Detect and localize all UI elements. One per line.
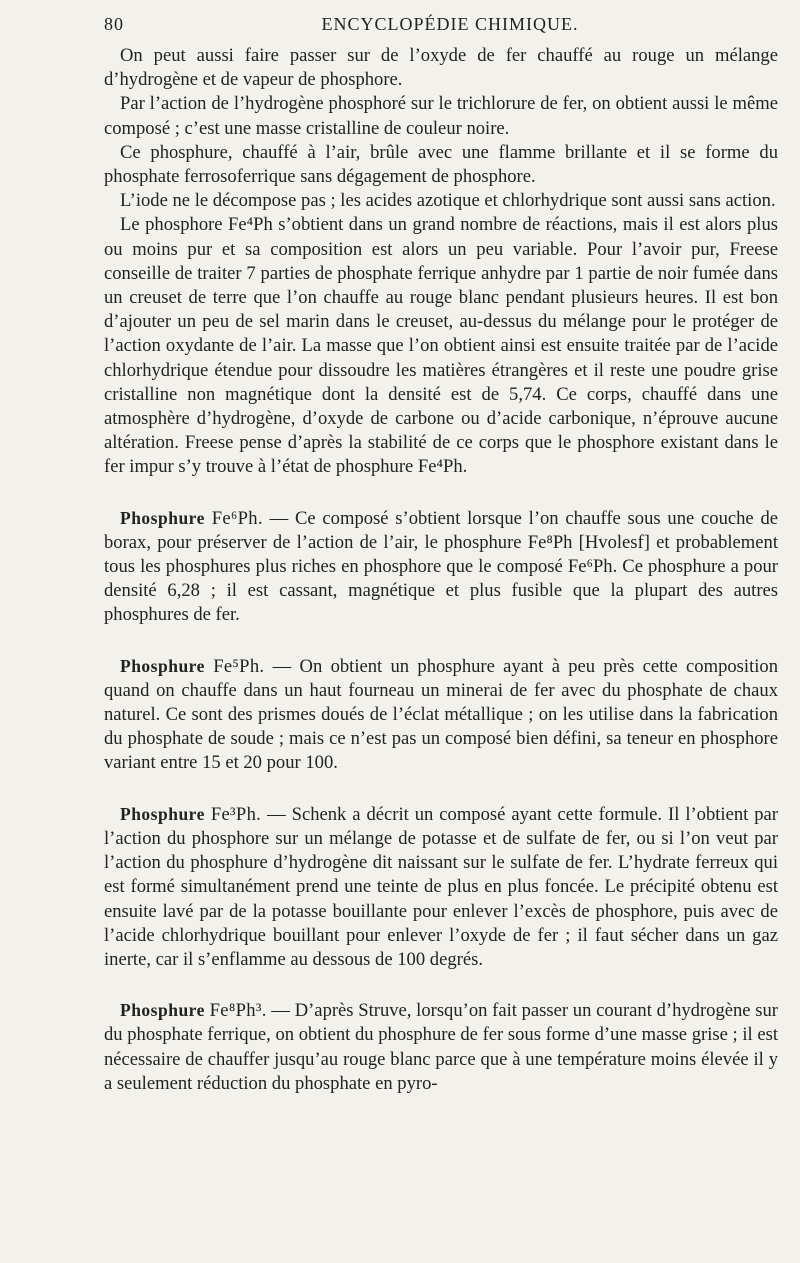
entry-text: — Ce composé s’obtient lorsque l’on chauffe sous une couche de borax, pour préserver de l’action de l’air, le phosphure Fe⁸Ph [Hvolesf] et probablement tous les phosphures plus riches en phosphore que le composé Fe⁶Ph. Ce phosphure a pour densité 6,28 ; il est cassant, magnétique et plus fusible que la plupart des autres phosphures de fer.	[104, 507, 778, 626]
paragraph: On peut aussi faire passer sur de l’oxyde de fer chauffé au rouge un mélange d’hydrogène et de vapeur de phosphore.	[104, 45, 778, 91]
entry-fe3ph	[104, 802, 778, 972]
entry-text: — D’après Struve, lorsqu’on fait passer un courant d’hydrogène sur du phosphate ferrique, on obtient du phosphure de fer sous forme d’une masse grise ; il est nécessaire de chauffer jusqu’au rouge blanc parce que à une température moins élevée il y a seulement réduction du phosphate en pyro-	[104, 1000, 778, 1094]
entry-heading: Phosphure	[120, 507, 205, 528]
entry-formula: Fe³Ph.	[210, 803, 262, 825]
entry-text: — Schenk a décrit un composé ayant cette formule. Il l’obtient par l’action du phosphore sur un mélange de potasse et de sulfate de fer, ou si l’on veut par l’action du phosphure d’hydrogène dit naissant sur le sulfate de fer. L’hydrate ferreux qui est formé simultanément prend une teinte de plus en plus foncée. Le précipité obtenu est ensuite lavé par de la potasse bouillante pour enlever l’excès de phosphore, puis avec de l’acide chlorhydrique bouillant pour enlever l’oxyde de fer ; il faut sécher dans un gaz inerte, car il s’enflamme au dessous de 100 degrés.	[104, 803, 778, 970]
entry-text: — On obtient un phosphure ayant à peu près cette composition quand on chauffe dans un haut fourneau un minerai de fer avec du phosphate de chaux naturel. Ce sont des prismes doués de l’éclat métallique ; on les utilise dans la fabrication du phosphate de soude ; mais ce n’est pas un composé bien défini, sa teneur en phosphore variant entre 15 et 20 pour 100.	[104, 655, 778, 774]
body-text	[104, 44, 778, 1096]
entry-heading: Phosphure	[120, 803, 205, 824]
entry-heading: Phosphure	[120, 655, 205, 676]
paragraph: Par l’action de l’hydrogène phosphoré sur le trichlorure de fer, on obtient aussi le même composé ; c’est une masse cristalline de couleur noire.	[104, 93, 778, 139]
paragraph: Ce phosphure, chauffé à l’air, brûle avec une flamme brillante et il se forme du phosphate ferrosoferrique sans dégagement de phosphore.	[104, 141, 778, 188]
entry-fe8ph3	[104, 998, 778, 1096]
entry-fe6ph	[104, 506, 778, 628]
entry-heading: Phosphure	[120, 1000, 205, 1021]
paragraph: L’iode ne le décompose pas ; les acides azotique et chlorhydrique sont aussi sans action.	[120, 190, 776, 212]
running-header	[104, 14, 776, 38]
entry-formula: Fe⁵Ph.	[213, 655, 265, 677]
entry-formula: Fe⁸Ph³.	[209, 1000, 267, 1022]
entry-formula: Fe⁶Ph.	[211, 507, 263, 529]
running-title: ENCYCLOPÉDIE CHIMIQUE.	[321, 14, 579, 34]
page-number: 80	[104, 14, 124, 34]
entry-fe5ph	[104, 654, 778, 776]
paragraph: Le phosphore Fe⁴Ph s’obtient dans un grand nombre de réactions, mais il est alors plus ou moins pur et sa composition est alors un peu variable. Pour l’avoir pur, Freese conseille de traiter 7 parties de phosphate ferrique anhydre par 1 partie de noir fumée dans un creuset de terre que l’on chauffe au rouge blanc pendant plusieurs heures. Il est bon d’ajouter un peu de sel marin dans le creuset, au-dessus du mélange pour le protéger de l’action oxydante de l’air. La masse que l’on obtient ainsi est ensuite traitée par de l’acide chlorhydrique étendue pour dissoudre les matières étrangères et il reste une poudre grise cristalline non magnétique dont la densité est de 5,74. Ce corps, chauffé dans une atmosphère d’hydrogène, d’oxyde de carbone ou d’acide carbonique, n’éprouve aucune altération. Freese pense d’après la stabilité de ce corps que le phosphore existant dans le fer impur s’y trouve à l’état de phosphure Fe⁴Ph.	[104, 214, 778, 478]
